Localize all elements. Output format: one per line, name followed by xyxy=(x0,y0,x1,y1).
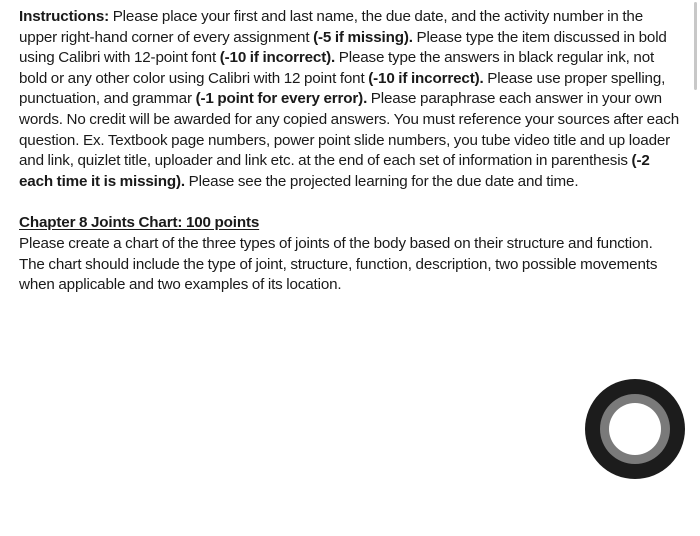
instructions-text-3: Please type the answers in black regular ink, not bold or any other color using Calibri with 12 point font xyxy=(19,49,655,87)
scrollbar[interactable] xyxy=(694,2,697,90)
penalty-answer-font: (-10 if incorrect). xyxy=(368,69,484,87)
penalty-missing-info: (-5 if missing). xyxy=(313,28,413,46)
instructions-text-4: Please use proper spelling, punctuation, and grammar xyxy=(19,69,666,108)
penalty-bold-font: (-10 if incorrect). xyxy=(219,49,336,67)
penalty-grammar: (-1 point for every error). xyxy=(195,90,368,108)
assignment-description: Please create a chart of the three types of joints of the body based on their structure and function. The chart should include the type of joint, structure, function, description, two possible movements when applicable and two examples of its location. xyxy=(19,234,658,294)
assignment-heading: Chapter 8 Joints Chart: 100 points xyxy=(19,214,260,232)
instructions-paragraph xyxy=(19,7,679,192)
record-button-center xyxy=(609,403,661,455)
instructions-text-6: Please see the projected learning for the due date and time. xyxy=(184,172,579,190)
instructions-label: Instructions: xyxy=(19,8,110,25)
instructions-text-2: Please type the item discussed in bold using Calibri with 12-point font xyxy=(19,28,667,67)
instructions-text-5: Please paraphrase each answer in your own words. No credit will be awarded for any copied answers. You must reference your sources after each question. Ex. Textbook page numbers, power point slide numbers, you tube video title and up loader and link, quizlet title, uploader and link etc. at the end of each set of information in parenthesis xyxy=(19,90,679,170)
instructions-text-1: Please place your first and last name, the due date, and the activity number in the upper right-hand corner of every assignment xyxy=(19,8,644,46)
circle-record-icon[interactable] xyxy=(585,379,685,479)
penalty-sources: (-2 each time it is missing). xyxy=(19,152,650,190)
paragraph-spacer xyxy=(19,192,679,213)
document-body xyxy=(19,7,679,296)
